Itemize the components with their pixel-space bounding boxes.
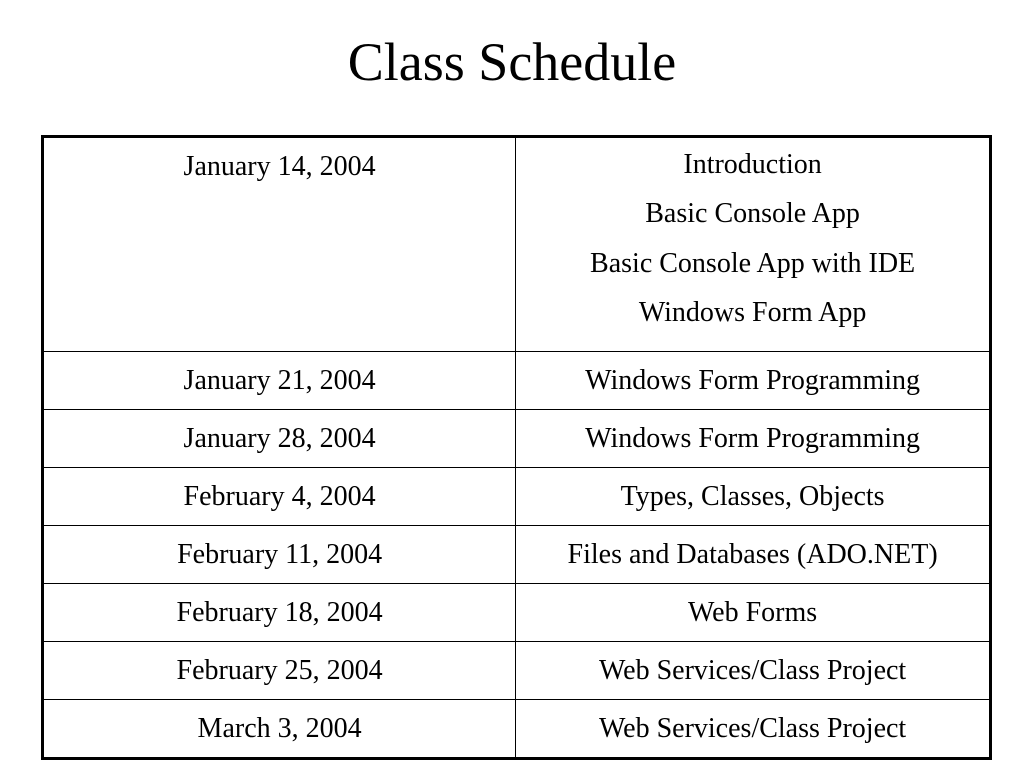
topic-line: Introduction <box>683 149 822 180</box>
table-row <box>43 410 991 468</box>
topic-cell: Web Forms <box>516 584 991 642</box>
topic-line: Basic Console App <box>645 198 860 229</box>
topic-cell: Web Services/Class Project <box>516 642 991 700</box>
table-row <box>43 352 991 410</box>
table-row <box>43 137 991 352</box>
date-cell: February 18, 2004 <box>43 584 516 642</box>
table-row <box>43 468 991 526</box>
date-cell: March 3, 2004 <box>43 700 516 759</box>
schedule-table <box>41 135 992 760</box>
date-cell: January 21, 2004 <box>43 352 516 410</box>
date-cell: February 25, 2004 <box>43 642 516 700</box>
page-title: Class Schedule <box>347 32 677 92</box>
topic-list <box>516 138 989 338</box>
table-row <box>43 642 991 700</box>
topic-cell: Web Services/Class Project <box>516 700 991 759</box>
topic-line: Windows Form App <box>638 297 867 328</box>
topic-cell: Files and Databases (ADO.NET) <box>516 526 991 584</box>
topic-cell <box>516 137 991 352</box>
table-row <box>43 700 991 759</box>
topic-cell: Types, Classes, Objects <box>516 468 991 526</box>
topic-cell: Windows Form Programming <box>516 410 991 468</box>
table-row <box>43 584 991 642</box>
date-cell: February 4, 2004 <box>43 468 516 526</box>
date-cell: January 28, 2004 <box>43 410 516 468</box>
date-cell: February 11, 2004 <box>43 526 516 584</box>
date-cell: January 14, 2004 <box>43 137 516 352</box>
topic-line: Basic Console App with IDE <box>590 247 916 279</box>
topic-cell: Windows Form Programming <box>516 352 991 410</box>
table-row <box>43 526 991 584</box>
